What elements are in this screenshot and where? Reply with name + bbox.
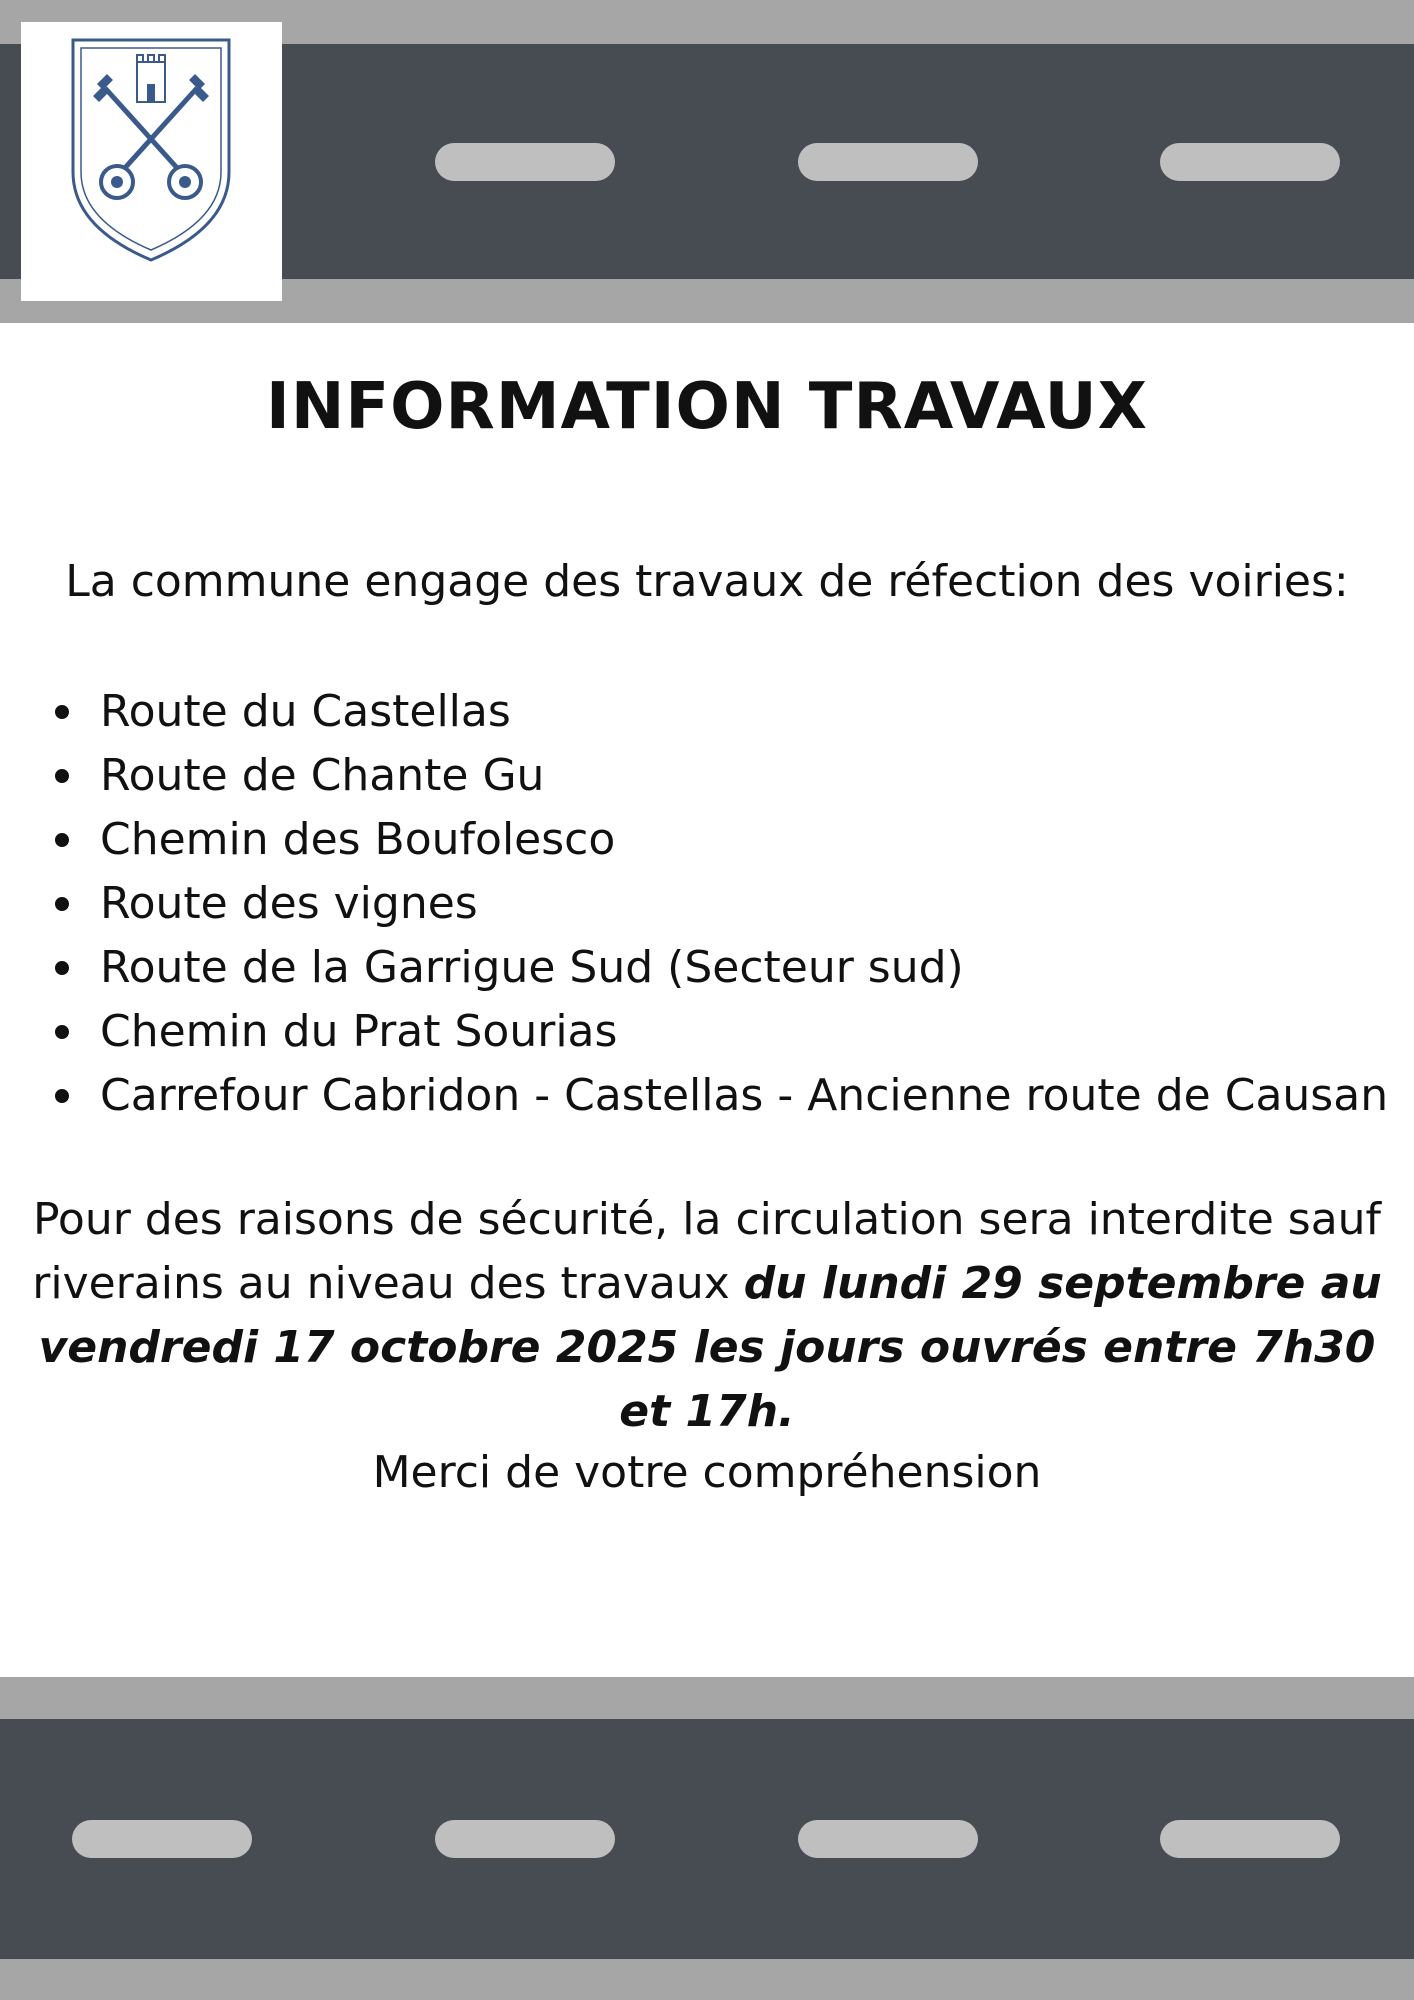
bullet-icon xyxy=(55,769,69,783)
lane-marking xyxy=(435,1820,615,1858)
road-name: Route de Chante Gu xyxy=(100,750,545,801)
road-shoulder xyxy=(0,1677,1414,1719)
bullet-icon xyxy=(55,1025,69,1039)
intro-text: La commune engage des travaux de réfection des voiries: xyxy=(65,556,1349,607)
lane-marking xyxy=(798,143,978,181)
bottom-road-banner xyxy=(0,1677,1414,2000)
lane-marking xyxy=(1160,1820,1340,1858)
list-item xyxy=(50,744,1390,808)
lane-marking xyxy=(1160,143,1340,181)
notice-dates: du lundi 29 septembre au vendredi 17 octobre 2025 les jours ouvrés entre 7h30 et 17h. xyxy=(38,1258,1382,1437)
bullet-icon xyxy=(55,961,69,975)
list-item xyxy=(50,680,1390,744)
road-name: Carrefour Cabridon - Castellas - Ancienne route de Causan xyxy=(100,1070,1389,1121)
road-shoulder xyxy=(0,1959,1414,2000)
lane-marking xyxy=(435,143,615,181)
road-name: Route des vignes xyxy=(100,878,478,929)
closing-text: Merci de votre compréhension xyxy=(372,1447,1042,1498)
lane-marking xyxy=(72,1820,252,1858)
town-logo xyxy=(21,22,282,301)
bullet-icon xyxy=(55,1089,69,1103)
bullet-icon xyxy=(55,833,69,847)
roadworks-list xyxy=(50,680,1390,1128)
lane-marking xyxy=(798,1820,978,1858)
list-item xyxy=(50,1064,1390,1128)
crossed-keys-coat-of-arms-icon xyxy=(21,22,282,301)
bullet-icon xyxy=(55,705,69,719)
list-item xyxy=(50,1000,1390,1064)
notice-text: Pour des raisons de sécurité, la circulation sera interdite sauf riverains au niveau des travaux xyxy=(32,1194,1382,1309)
road-name: Chemin des Boufolesco xyxy=(100,814,616,865)
road-name: Chemin du Prat Sourias xyxy=(100,1006,618,1057)
list-item xyxy=(50,808,1390,872)
bullet-icon xyxy=(55,897,69,911)
list-item xyxy=(50,872,1390,936)
road-name: Route du Castellas xyxy=(100,686,511,737)
page-title: INFORMATION TRAVAUX xyxy=(266,370,1148,444)
road-name: Route de la Garrigue Sud (Secteur sud) xyxy=(100,942,964,993)
list-item xyxy=(50,936,1390,1000)
traffic-notice xyxy=(30,1188,1384,1444)
road-asphalt xyxy=(0,1719,1414,1959)
